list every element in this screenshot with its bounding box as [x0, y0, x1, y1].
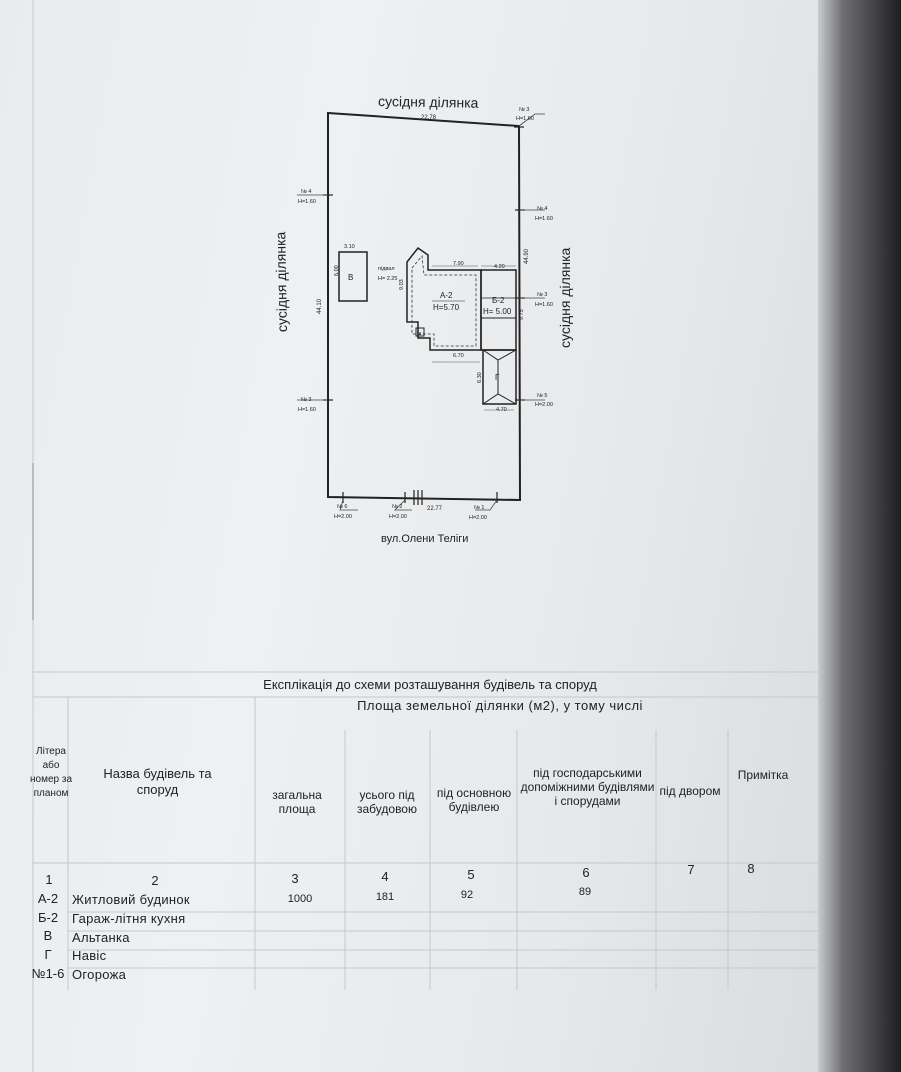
fence-ticks	[323, 127, 525, 505]
row-name: Альтанка	[72, 930, 130, 945]
row-name: Навіс	[72, 948, 107, 963]
building-b2-width: 4.20	[494, 264, 505, 270]
value-built: 181	[375, 891, 395, 903]
building-a2-height: Н=5.70	[433, 303, 460, 312]
header-yard: під двором	[659, 784, 721, 798]
header-total-area: загальна площа	[272, 788, 322, 816]
dim-top: 22.78	[421, 115, 437, 121]
col-number-6: 6	[582, 865, 590, 880]
basement-label: підвал	[378, 266, 395, 272]
marker-n2-h: Н=2.00	[389, 514, 407, 520]
marker-n6: № 6	[337, 504, 348, 510]
basement-height: Н= 2.25	[378, 276, 398, 282]
header-code: Літера або номер за планом	[30, 746, 73, 799]
col-number-8: 8	[747, 861, 755, 876]
street-label: вул.Олени Теліги	[381, 533, 469, 545]
table-title: Експлікація до схеми розташування будівель та споруд	[263, 677, 597, 692]
marker-n5-right: № 5	[537, 393, 548, 399]
header-aux: під господарськими допоміжними будівлями і спорудами	[520, 766, 655, 808]
building-g	[483, 350, 516, 404]
row-name: Огорожа	[72, 967, 127, 982]
value-total-area: 1000	[287, 893, 313, 905]
dim-bottom: 22.77	[427, 506, 443, 512]
building-a2-label: А-2	[440, 291, 453, 300]
marker-n4-right-h: Н=1.60	[535, 216, 553, 222]
page-edge-shadow	[818, 0, 901, 1072]
marker-n3-left: № 3	[301, 397, 312, 403]
marker-n1-h: Н=2.00	[469, 515, 487, 521]
marker-n3-left-h: Н=1.60	[298, 407, 316, 413]
marker-n4-left: № 4	[301, 189, 312, 195]
row-code: №1-6	[31, 966, 65, 981]
step-label: ш	[417, 331, 422, 337]
building-g-width: 4.70	[496, 407, 507, 413]
marker-n2: № 2	[392, 504, 403, 510]
row-code: А-2	[37, 891, 59, 906]
col-number-5: 5	[467, 867, 475, 882]
value-aux: 89	[578, 886, 592, 898]
col-number-1: 1	[45, 872, 53, 887]
dim-left: 44.10	[317, 298, 323, 314]
marker-n1: № 1	[474, 505, 485, 511]
building-b2-label: Б-2	[492, 296, 505, 305]
row-code: Г	[44, 947, 52, 962]
row-name: Житловий будинок	[72, 892, 190, 907]
building-a2-depth: 9.03	[399, 279, 405, 290]
marker-n3-top: № 3	[519, 107, 530, 113]
marker-n3-top-h: Н=1.60	[516, 116, 534, 122]
header-built: усього під забудовою	[357, 788, 417, 816]
neighbor-top-label: сусідня ділянка	[377, 93, 479, 111]
row-name: Гараж-літня кухня	[72, 911, 186, 926]
marker-n5-right-h: Н=2.00	[535, 402, 553, 408]
building-b2-height: Н= 5.00	[483, 307, 512, 316]
dim-right: 44.90	[524, 248, 530, 264]
marker-n6-h: Н=2.00	[334, 514, 352, 520]
building-v-label: В	[348, 273, 354, 282]
marker-n3-right-h: Н=1.60	[535, 302, 553, 308]
marker-n3-right: № 3	[537, 292, 548, 298]
neighbor-left-label: сусідня ділянка	[272, 231, 290, 333]
value-main: 92	[460, 889, 474, 901]
marker-n4-left-h: Н=1.60	[298, 199, 316, 205]
building-g-label: Г	[495, 373, 500, 382]
col-number-2: 2	[151, 873, 159, 888]
header-name: Назва будівель та споруд	[103, 766, 212, 797]
building-v-height: 6.00	[334, 265, 340, 276]
header-main: під основною будівлею	[436, 786, 512, 814]
marker-n4-right: № 4	[537, 206, 548, 212]
col-number-4: 4	[381, 869, 389, 884]
building-b2-depth: 9.75	[519, 309, 525, 320]
building-a2-width: 7.90	[453, 261, 464, 267]
col-number-3: 3	[291, 871, 299, 886]
table-grid	[33, 672, 836, 990]
col-number-7: 7	[687, 862, 695, 877]
header-note: Примітка	[737, 768, 789, 782]
neighbor-right-label: сусідня ділянка	[557, 247, 573, 348]
building-a2-bottom: 6.70	[453, 353, 464, 359]
building-g-height: 6.30	[477, 372, 483, 383]
building-v-width: 3.10	[344, 244, 355, 250]
row-code: Б-2	[37, 910, 59, 925]
table-subtitle: Площа земельної ділянки (м2), у тому числі	[357, 698, 643, 713]
fence-markers	[298, 107, 553, 521]
row-code: В	[43, 928, 53, 943]
